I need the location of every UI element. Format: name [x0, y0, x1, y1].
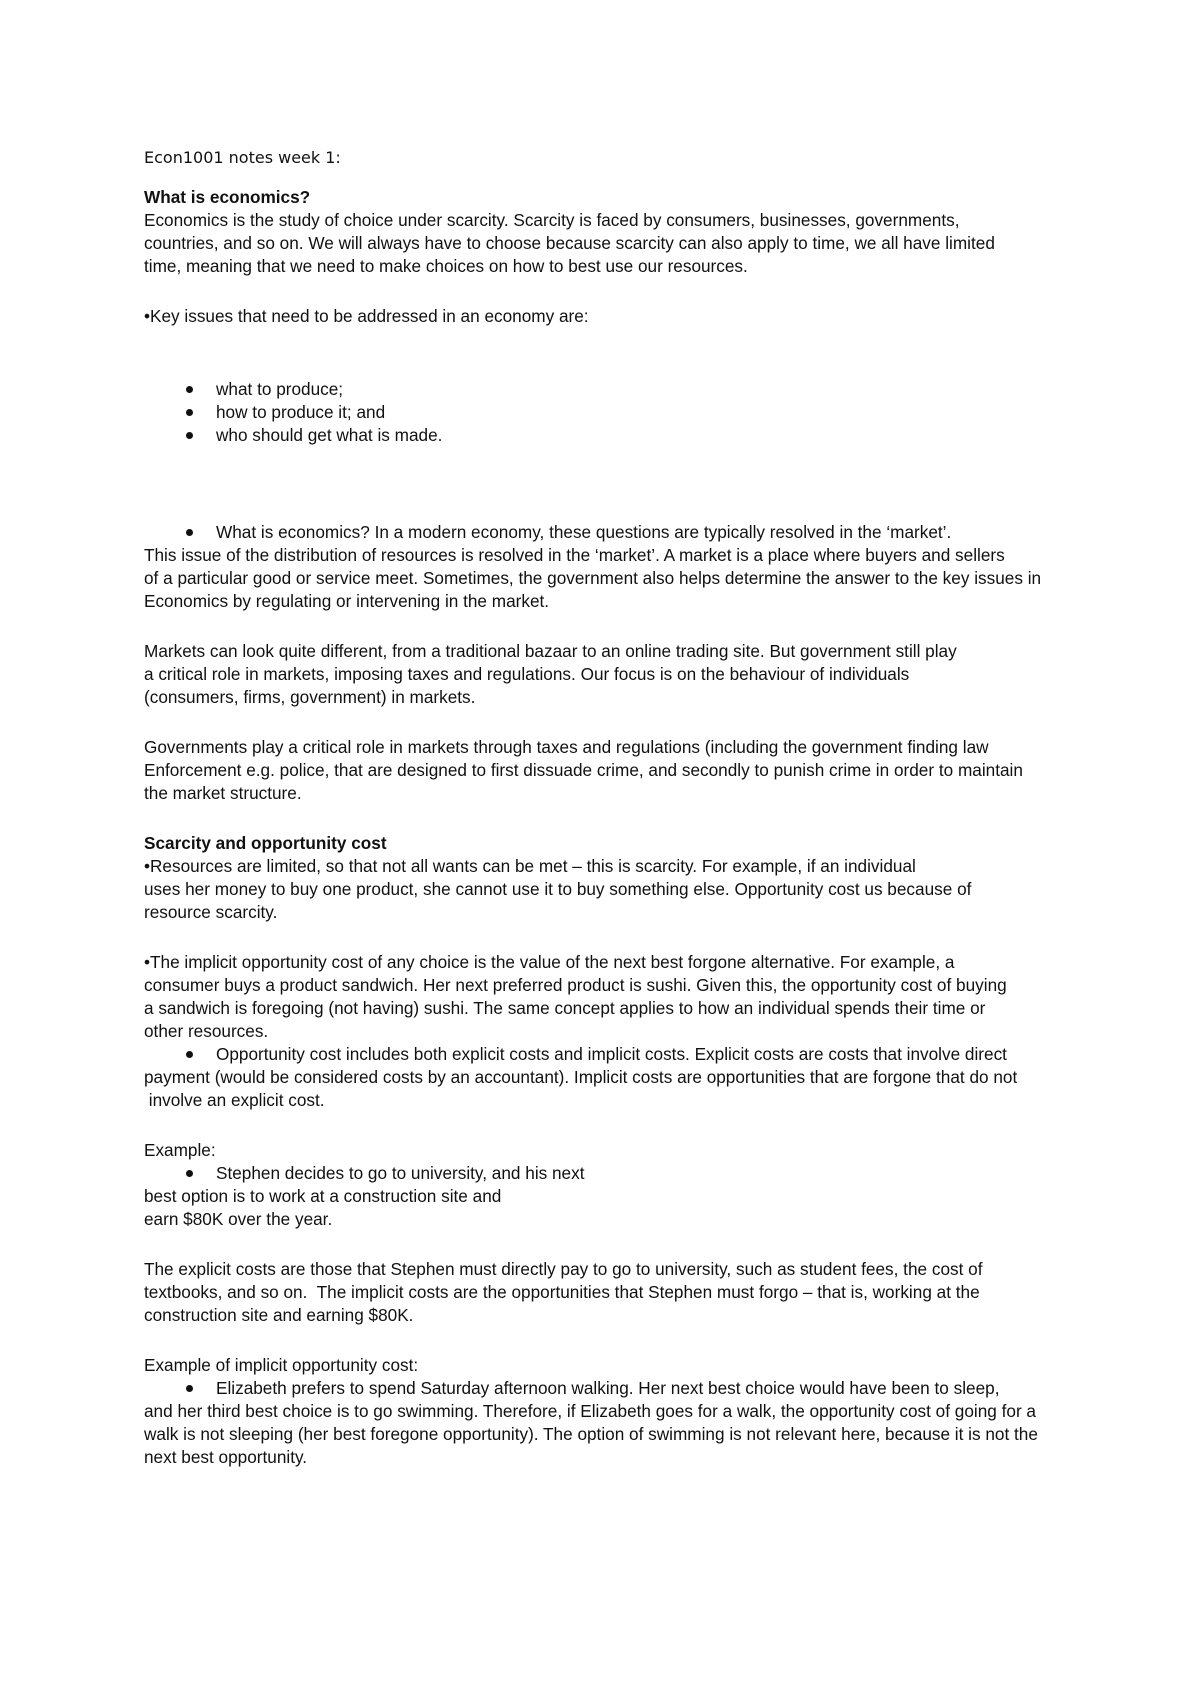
document-content — [144, 146, 1194, 1469]
paragraph-line: •The implicit opportunity cost of any choice is the value of the next best forgone alternative. For example, a — [144, 952, 955, 972]
list-item: Stephen decides to go to university, and his next — [144, 1162, 1194, 1185]
paragraph-line: countries, and so on. We will always have to choose because scarcity can also apply to time, we all have limited — [144, 233, 995, 253]
paragraph-line: time, meaning that we need to make choices on how to best use our resources. — [144, 256, 748, 276]
bullet-icon — [186, 432, 193, 439]
bullet-icon — [186, 1170, 193, 1177]
paragraph-line: the market structure. — [144, 783, 302, 803]
paragraph-line: The explicit costs are those that Stephen must directly pay to go to university, such as student fees, the cost of — [144, 1259, 983, 1279]
heading-what-is-economics: What is economics? — [144, 187, 311, 207]
paragraph-implicit-cost — [144, 951, 1194, 1043]
paragraph-line: and her third best choice is to go swimming. Therefore, if Elizabeth goes for a walk, the opportunity cost of going for a — [144, 1401, 1036, 1421]
document-title: Econ1001 notes week 1: — [144, 148, 341, 167]
paragraph-line: a critical role in markets, imposing taxes and regulations. Our focus is on the behaviour of individuals — [144, 664, 910, 684]
paragraph-line: Governments play a critical role in markets through taxes and regulations (including the government finding law — [144, 737, 989, 757]
key-issues-list — [144, 378, 1194, 447]
list-item: Elizabeth prefers to spend Saturday afternoon walking. Her next best choice would have been to sleep, — [144, 1377, 1194, 1400]
paragraph-line: construction site and earning $80K. — [144, 1305, 414, 1325]
list-item: What is economics? In a modern economy, these questions are typically resolved in the ‘market’. — [144, 521, 1194, 544]
bullet-icon — [186, 1385, 193, 1392]
paragraph-explicit-costs — [144, 1258, 1194, 1327]
elizabeth-bullet-list — [144, 1377, 1194, 1400]
opp-cost-bullet-list — [144, 1043, 1194, 1066]
bullet-icon — [186, 1051, 193, 1058]
paragraph-line: uses her money to buy one product, she cannot use it to buy something else. Opportunity cost us because of — [144, 879, 972, 899]
bullet-icon — [186, 386, 193, 393]
paragraph-line: Economics by regulating or intervening in the market. — [144, 591, 550, 611]
paragraph-line: involve an explicit cost. — [144, 1090, 325, 1110]
paragraph-line: Economics is the study of choice under scarcity. Scarcity is faced by consumers, businesses, governments, — [144, 210, 960, 230]
paragraph-line: next best opportunity. — [144, 1447, 308, 1467]
paragraph-governments — [144, 736, 1194, 805]
paragraph-line: textbooks, and so on. The implicit costs are the opportunities that Stephen must forgo – that is, working at the — [144, 1282, 980, 1302]
paragraph-line: Enforcement e.g. police, that are designed to first dissuade crime, and secondly to punish crime in order to maintain — [144, 760, 1023, 780]
paragraph-line: consumer buys a product sandwich. Her next preferred product is sushi. Given this, the opportunity cost of buying — [144, 975, 1007, 995]
paragraph-line: of a particular good or service meet. Sometimes, the government also helps determine the answer to the key issues in — [144, 568, 1042, 588]
stephen-bullet-list — [144, 1162, 1194, 1185]
paragraph-line: payment (would be considered costs by an accountant). Implicit costs are opportunities that are forgone that do not — [144, 1067, 1018, 1087]
paragraph-markets — [144, 640, 1194, 709]
list-item: Opportunity cost includes both explicit costs and implicit costs. Explicit costs are costs that involve direct — [144, 1043, 1194, 1066]
paragraph-line: a sandwich is foregoing (not having) sushi. The same concept applies to how an individual spends their time or — [144, 998, 986, 1018]
paragraph-line: •Resources are limited, so that not all wants can be met – this is scarcity. For example, if an individual — [144, 856, 916, 876]
paragraph-line: Markets can look quite different, from a traditional bazaar to an online trading site. But government still play — [144, 641, 957, 661]
list-item: what to produce; — [144, 378, 1194, 401]
list-item: who should get what is made. — [144, 424, 1194, 447]
paragraph-line: (consumers, firms, government) in markets. — [144, 687, 476, 707]
example-label: Example of implicit opportunity cost: — [144, 1355, 419, 1375]
bullet-icon — [186, 409, 193, 416]
section-scarcity — [144, 832, 1194, 924]
paragraph-line: resource scarcity. — [144, 902, 278, 922]
market-bullet-list — [144, 521, 1194, 544]
paragraph-line: earn $80K over the year. — [144, 1209, 333, 1229]
example-stephen — [144, 1139, 1194, 1231]
bullet-icon — [186, 529, 193, 536]
key-issues-intro: •Key issues that need to be addressed in an economy are: — [144, 306, 589, 326]
heading-scarcity-opportunity-cost: Scarcity and opportunity cost — [144, 833, 387, 853]
paragraph-line: other resources. — [144, 1021, 269, 1041]
list-item: how to produce it; and — [144, 401, 1194, 424]
paragraph-line: This issue of the distribution of resources is resolved in the ‘market’. A market is a place where buyers and sellers — [144, 545, 1005, 565]
paragraph-line: best option is to work at a construction site and — [144, 1186, 502, 1206]
example-label: Example: — [144, 1140, 216, 1160]
paragraph-line: walk is not sleeping (her best foregone opportunity). The option of swimming is not relevant here, because it is not the — [144, 1424, 1038, 1444]
example-elizabeth — [144, 1354, 1194, 1469]
